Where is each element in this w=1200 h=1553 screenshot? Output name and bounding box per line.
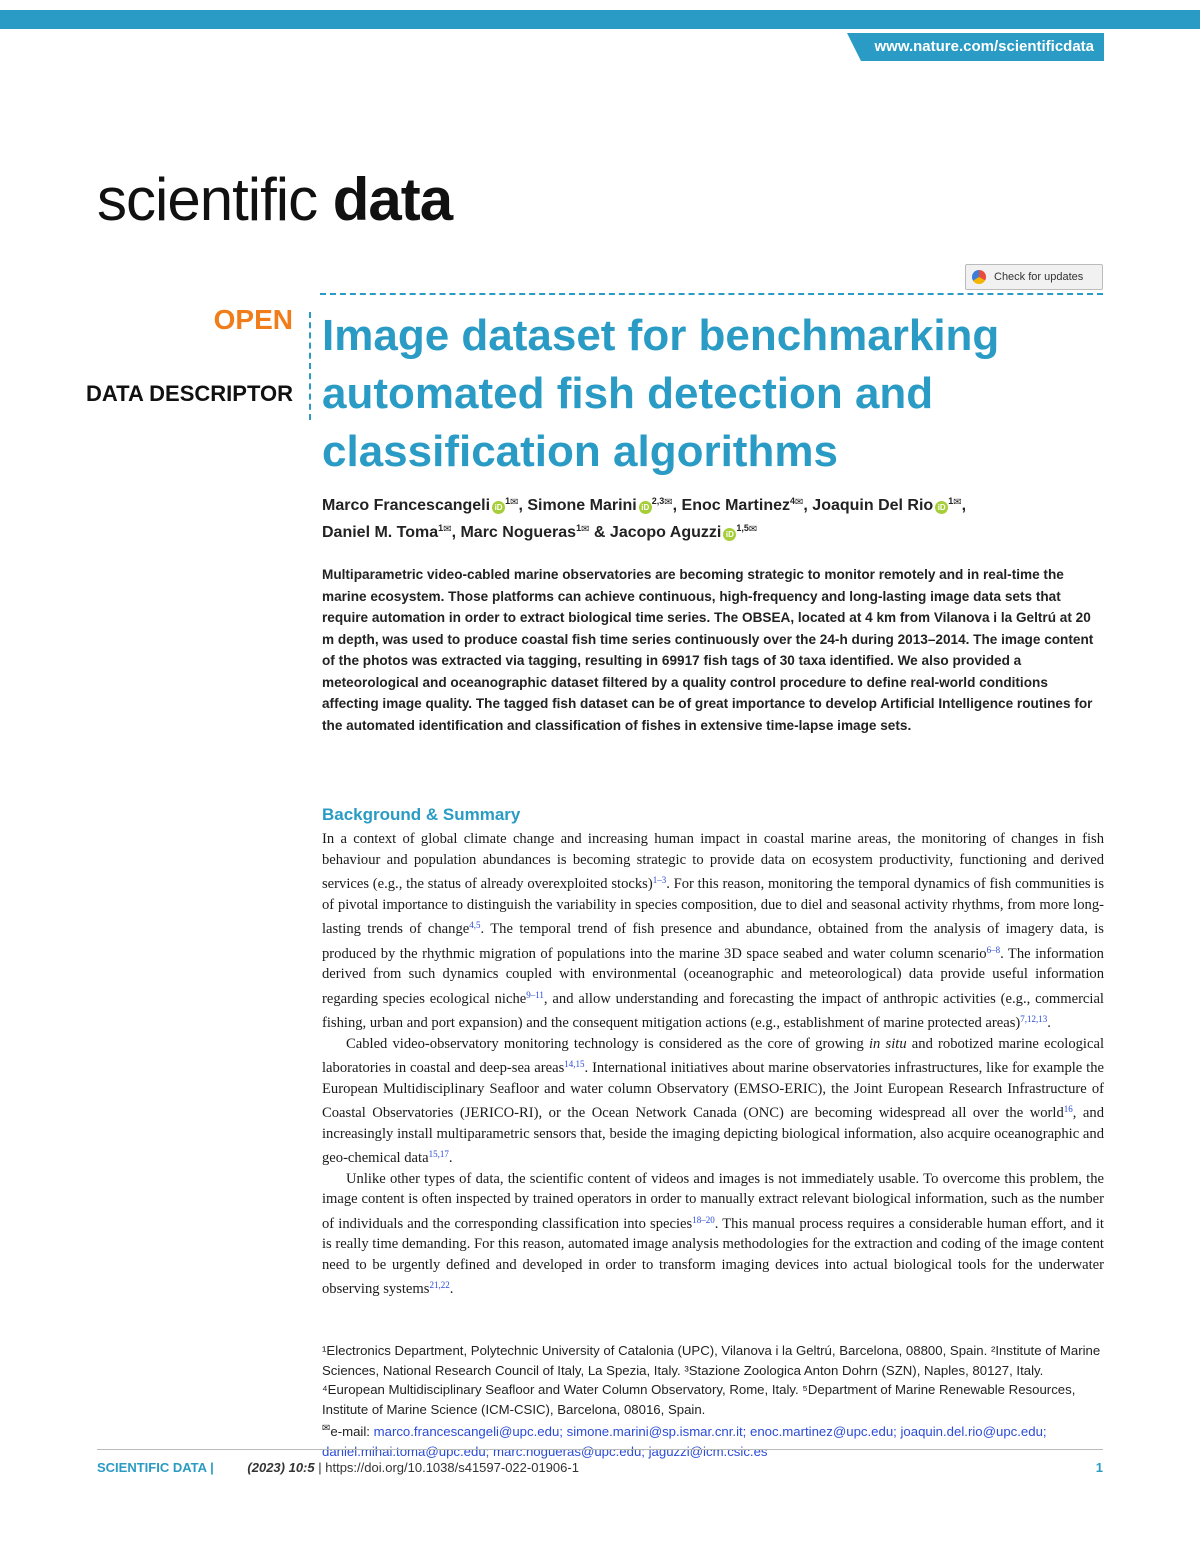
title-side-divider — [309, 312, 311, 420]
reference-link[interactable]: 6–8 — [986, 944, 1001, 955]
check-updates-label: Check for updates — [994, 271, 1084, 283]
brand-bold-text: data — [332, 166, 453, 233]
orcid-icon[interactable]: iD — [492, 501, 505, 514]
footer-journal: SCIENTIFIC DATA | — [97, 1460, 214, 1475]
article-type: DATA DESCRIPTOR — [86, 381, 293, 406]
section-heading: Background & Summary — [322, 805, 521, 824]
email-icon[interactable]: ✉ — [795, 497, 804, 508]
email-icon: ✉ — [322, 1423, 331, 1434]
affiliations — [322, 1341, 1104, 1461]
reference-link[interactable]: 16 — [1063, 1104, 1073, 1114]
article-title: Image dataset for benchmarking automated fish detection and classification algorithms — [322, 311, 1000, 476]
footer-divider — [97, 1449, 1103, 1450]
author[interactable]: Joaquin Del Rio $iD^{1✉}$ — [812, 496, 962, 514]
reference-link[interactable]: 9–11 — [526, 989, 544, 1000]
page-footer — [97, 1460, 1103, 1475]
footer-volume: (2023) 10:5 — [247, 1460, 315, 1475]
email-icon[interactable]: ✉ — [581, 524, 590, 535]
email-icon[interactable]: ✉ — [443, 524, 452, 535]
brand-light-text: scientific — [97, 166, 333, 233]
reference-link[interactable]: 15,17 — [428, 1149, 449, 1159]
reference-link[interactable]: 14,15 — [564, 1059, 585, 1069]
email-links[interactable]: marco.francescangeli@upc.edu; simone.marini@sp.ismar.cnr.it; enoc.martinez@upc.edu; joaquin.del.rio@upc.edu; daniel.mihai.toma@upc.edu; marc.nogueras@upc.edu; jaguzzi@icm.csic.es — [322, 1424, 1047, 1459]
reference-link[interactable]: 21,22 — [429, 1280, 450, 1290]
check-for-updates-button[interactable] — [965, 264, 1103, 290]
author[interactable]: Simone Marini $iD^{2,3✉}$ — [527, 496, 673, 514]
orcid-icon[interactable]: iD — [639, 501, 652, 514]
email-icon[interactable]: ✉ — [748, 524, 758, 535]
affiliation-text: ¹Electronics Department, Polytechnic University of Catalonia (UPC), Vilanova i la Geltrú, Barcelona, 08800, Spain. ²Institute of Marine Sciences, National Research Council of Italy, La Spezia, Italy. ³Stazione Zoologica Anton Dohrn (SZN), Naples, 80127, Italy. ⁴European Multidisciplinary Seafloor and Water Column Observatory, Rome, Italy. ⁵Department of Marine Renewable Resources, Institute of Marine Science (ICM-CSIC), Barcelona, 08016, Spain. — [322, 1343, 1101, 1417]
top-accent-bar — [0, 10, 1200, 29]
reference-link[interactable]: 18–20 — [692, 1214, 715, 1225]
footer-doi-link[interactable]: | https://doi.org/10.1038/s41597-022-01906-1 — [318, 1460, 579, 1475]
author[interactable]: Daniel M. Toma$^{1✉}$ — [322, 523, 452, 541]
journal-brand-logo — [97, 165, 452, 234]
paragraph: Unlike other types of data, the scientific content of videos and images is not immediately usable. To overcome this problem, the image content is often inspected by trained operators in order to manually extract relevant biological information, such as the number of individuals and the corresponding classification into species$^{18-20}$. This manual process requires a considerable human effort, and it is really time demanding. For this reason, automated image analysis methodologies for the extraction and coding of the image content need to be urgently defined and developed in order to transform imaging devices into actual biological tools for the underwater observing systems$^{21,22}$. — [322, 1170, 1104, 1297]
email-icon[interactable]: ✉ — [510, 497, 519, 508]
orcid-icon[interactable]: iD — [723, 528, 736, 541]
page-number: 1 — [1095, 1460, 1103, 1475]
crossmark-icon — [972, 270, 986, 284]
email-icon[interactable]: ✉ — [664, 497, 673, 508]
title-divider — [320, 293, 1103, 295]
author-list: Marco Francescangeli $iD^{1✉}$, Simone Marini $iD^{2,3✉}$, Enoc Martinez$^{4✉}$, Joaquin Del Rio $iD^{1✉}$, Daniel M. Toma$^{1✉}$, Marc Nogueras$^{1✉}$ & Jacopo Aguzzi $iD^{1,5✉}$ — [322, 496, 967, 541]
site-url-link[interactable]: www.nature.com/scientificdata — [861, 33, 1105, 61]
author[interactable]: Jacopo Aguzzi $iD^{1,5✉}$ — [609, 523, 758, 541]
email-icon[interactable]: ✉ — [953, 497, 962, 508]
reference-link[interactable]: 7,12,13 — [1020, 1014, 1048, 1024]
author[interactable]: Enoc Martinez$^{4✉}$ — [681, 496, 804, 514]
abstract: Multiparametric video-cabled marine observatories are becoming strategic to monitor remotely and in real-time the marine ecosystem. Those platforms can achieve continuous, high-frequency and long-lasting image data sets that require automation in order to extract biological time series. The OBSEA, located at 4 km from Vilanova i la Geltrú at 20 m depth, was used to produce coastal fish time series continuously over the 24-h during 2013–2014. The image content of the photos was extracted via tagging, resulting in 69917 fish tags of 30 taxa identified. We also provided a meteorological and oceanographic dataset filtered by a quality control procedure to define real-world conditions affecting image quality. The tagged fish dataset can be of great importance to develop Artificial Intelligence routines for the automated identification and classification of fishes in extensive time-lapse image sets. — [322, 567, 1094, 733]
paragraph: In a context of global climate change and increasing human impact in coastal marine areas, the monitoring of changes in fish behaviour and population abundances is becoming strategic to provide data on ecosystem productivity, functioning and derived services (e.g., the status of already overexploited stocks)$^{1-3}$. For this reason, monitoring the temporal dynamics of fish communities is of pivotal importance to distinguish the variability in species composition, due to diel and seasonal activity rhythms, from more long-lasting trends of change$^{4,5}$. The temporal trend of fish presence and abundance, obtained from the analysis of imagery data, is produced by the rhythmic migration of populations into the marine 3D space seabed and water column scenario$^{6-8}$. The information derived from such dynamics coupled with environmental (oceanographic and meteorological) data provide useful information regarding species ecological niche$^{9-11}$, and allow understanding and forecasting the impact of anthropic activities (e.g., commercial fishing, urban and port expansion) and the consequent mitigation actions (e.g., establishment of marine protected areas)$^{7,12,13}$. — [322, 831, 1104, 1031]
author[interactable]: Marco Francescangeli $iD^{1✉}$ — [322, 496, 519, 514]
body-text — [322, 829, 1104, 1300]
reference-link[interactable]: 4,5 — [469, 920, 481, 930]
reference-link[interactable]: 1–3 — [652, 875, 667, 885]
paragraph: Cabled video-observatory monitoring technology is considered as the core of growing in situ and robotized marine ecological laboratories in coastal and deep-sea areas$^{14,15}$. International initiatives about marine observatories infrastructures, like for example the European Multidisciplinary Seafloor and water column Observatory (EMSO-ERIC), the Joint European Research Infrastructure of Coastal Observatories (JERICO-RI), or the Ocean Network Canada (ONC) are becoming widespread all over the world$^{16}$, and increasingly install multiparametric sensors that, beside the imaging depicting biological information, also acquire oceanographic and geo-chemical data$^{15,17}$. — [322, 1035, 1105, 1166]
contact-emails: ✉e-mail: marco.francescangeli@upc.edu; simone.marini@sp.ismar.cnr.it; enoc.martinez@upc.edu; joaquin.del.rio@upc.edu; daniel.mihai.toma@upc.edu; marc.nogueras@upc.edu; jaguzzi@icm.csic.es — [322, 1423, 1047, 1459]
orcid-icon[interactable]: iD — [935, 501, 948, 514]
open-access-badge: OPEN — [213, 304, 293, 335]
author[interactable]: Marc Nogueras$^{1✉}$ — [460, 523, 590, 541]
